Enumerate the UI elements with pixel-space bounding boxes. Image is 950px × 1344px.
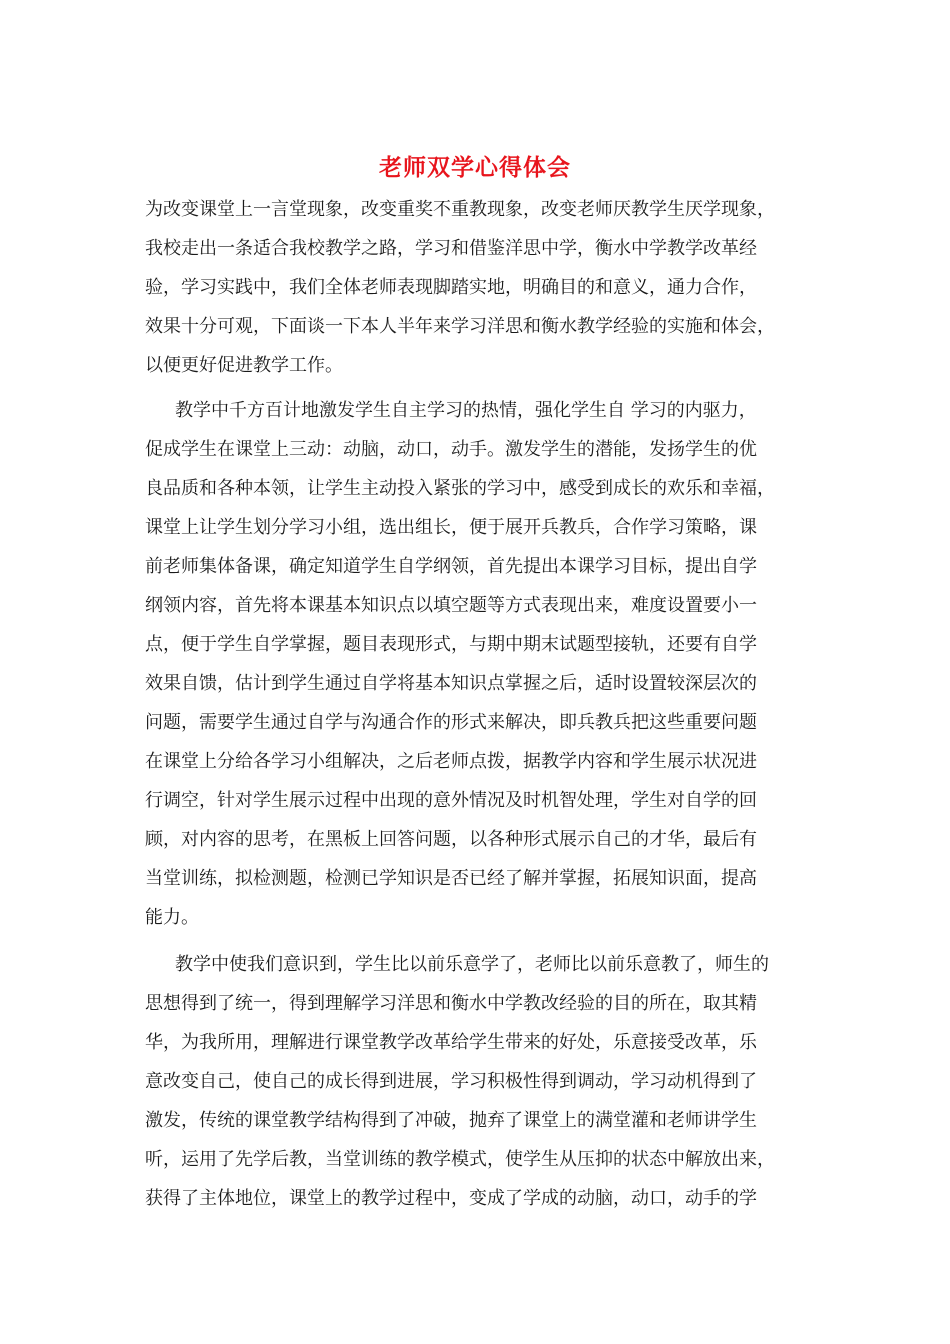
text-line: 意改变自己，使自己的成长得到进展，学习积极性得到调动，学习动机得到了 xyxy=(145,1071,757,1092)
text-line: 听，运用了先学后教，当堂训练的教学模式，使学生从压抑的状态中解放出来， xyxy=(145,1149,775,1170)
text-line: 华，为我所用，理解进行课堂教学改革给学生带来的好处，乐意接受改革，乐 xyxy=(145,1032,757,1053)
text-line: 行调空，针对学生展示过程中出现的意外情况及时机智处理，学生对自学的回 xyxy=(145,790,757,811)
paragraph-2 xyxy=(145,391,805,937)
text-line: 激发，传统的课堂教学结构得到了冲破，抛弃了课堂上的满堂灌和老师讲学生 xyxy=(145,1110,757,1131)
document-body xyxy=(145,190,805,1218)
text-line: 以便更好促进教学工作。 xyxy=(145,355,343,376)
text-line: 前老师集体备课，确定知道学生自学纲领，首先提出本课学习目标，提出自学 xyxy=(145,556,757,577)
text-line: 点，便于学生自学掌握，题目表现形式，与期中期末试题型接轨，还要有自学 xyxy=(145,634,757,655)
text-line: 当堂训练，拟检测题，检测已学知识是否已经了解并掌握，拓展知识面，提高 xyxy=(145,868,757,889)
text-line: 教学中千方百计地激发学生自主学习的热情，强化学生自 学习的内驱力， xyxy=(175,400,757,421)
text-line: 效果十分可观，下面谈一下本人半年来学习洋思和衡水教学经验的实施和体会， xyxy=(145,316,775,337)
text-line: 在课堂上分给各学习小组解决，之后老师点拨，据教学内容和学生展示状况进 xyxy=(145,751,757,772)
text-line: 为改变课堂上一言堂现象，改变重奖不重教现象，改变老师厌教学生厌学现象， xyxy=(145,199,775,220)
text-line: 良品质和各种本领，让学生主动投入紧张的学习中，感受到成长的欢乐和幸福， xyxy=(145,478,775,499)
text-line: 纲领内容，首先将本课基本知识点以填空题等方式表现出来，难度设置要小一 xyxy=(145,595,757,616)
document-title: 老师双学心得体会 xyxy=(379,154,571,181)
text-line: 教学中使我们意识到，学生比以前乐意学了，老师比以前乐意教了，师生的 xyxy=(175,954,769,975)
paragraph-3 xyxy=(145,945,805,1218)
text-line: 问题，需要学生通过自学与沟通合作的形式来解决，即兵教兵把这些重要问题 xyxy=(145,712,757,733)
text-line: 获得了主体地位，课堂上的教学过程中，变成了学成的动脑，动口，动手的学 xyxy=(145,1188,757,1209)
text-line: 促成学生在课堂上三动：动脑，动口，动手。激发学生的潜能，发扬学生的优 xyxy=(145,439,757,460)
text-line: 课堂上让学生划分学习小组，选出组长，便于展开兵教兵，合作学习策略，课 xyxy=(145,517,757,538)
text-line: 效果自馈，估计到学生通过自学将基本知识点掌握之后，适时设置较深层次的 xyxy=(145,673,757,694)
text-line: 顾，对内容的思考，在黑板上回答问题，以各种形式展示自己的才华，最后有 xyxy=(145,829,757,850)
paragraph-1 xyxy=(145,190,805,385)
text-line: 我校走出一条适合我校教学之路，学习和借鉴洋思中学，衡水中学教学改革经 xyxy=(145,238,757,259)
text-line: 思想得到了统一，得到理解学习洋思和衡水中学教改经验的目的所在，取其精 xyxy=(145,993,757,1014)
text-line: 验，学习实践中，我们全体老师表现脚踏实地，明确目的和意义，通力合作， xyxy=(145,277,757,298)
text-line: 能力。 xyxy=(145,907,199,928)
